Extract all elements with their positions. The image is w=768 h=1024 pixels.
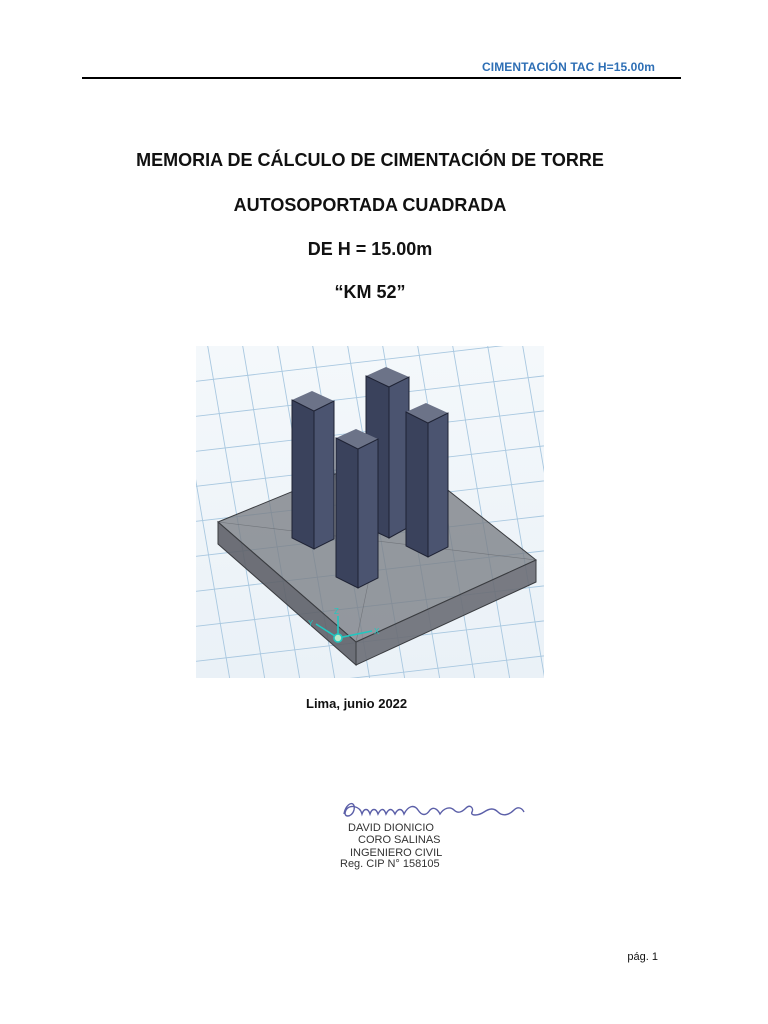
tower-leg-left — [292, 391, 334, 549]
stamp-registration: Reg. CIP N° 158105 — [340, 858, 440, 870]
page-number: pág. 1 — [627, 951, 658, 963]
document-title-line-4: “KM 52” — [334, 282, 406, 302]
axis-label-y: Y — [308, 619, 314, 628]
tower-leg-right — [406, 403, 448, 557]
place-date-caption: Lima, junio 2022 — [306, 696, 408, 711]
document-title-line-1: MEMORIA DE CÁLCULO DE CIMENTACIÓN DE TORRE — [136, 150, 604, 170]
axis-label-x: X — [374, 627, 380, 636]
stamp-title: INGENIERO CIVIL — [350, 847, 443, 859]
foundation-3d-model-svg — [196, 346, 544, 678]
document-title-line-3: DE H = 15.00m — [307, 239, 433, 259]
document-title-line-2: AUTOSOPORTADA CUADRADA — [233, 195, 507, 215]
header-rule — [82, 77, 681, 79]
engineer-signature-stamp — [338, 796, 528, 876]
tower-leg-front — [336, 429, 378, 588]
foundation-3d-model-figure — [196, 346, 544, 678]
stamp-name-line-1: DAVID DIONICIO — [348, 822, 434, 834]
axis-label-z: Z — [334, 607, 339, 616]
header-running-title: CIMENTACIÓN TAC H=15.00m — [482, 60, 655, 74]
stamp-name-line-2: CORO SALINAS — [358, 834, 441, 846]
